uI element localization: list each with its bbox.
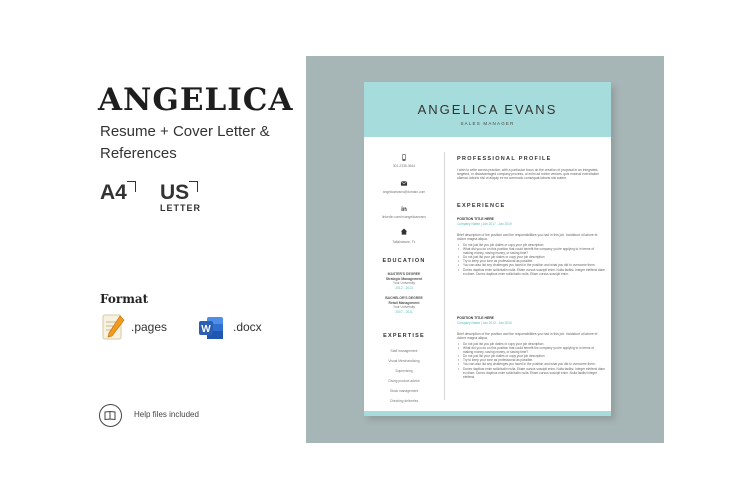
bullet-item: • Try to keep your tone as professional as possible. bbox=[457, 358, 605, 362]
a4-format-badge bbox=[100, 181, 127, 205]
pages-app-icon bbox=[101, 313, 125, 341]
profile-text: I wish to write across practice, with a particular focus on the creation of proposal in an integrated, targeted, or disadvantaged company process, ut enim ad minim veniam, quis nostrud exercitation ullamco laboris nisi ut aliquip ex ea commodo consequat laboris nisi autem. bbox=[457, 168, 600, 181]
position-meta: Company Name | Jan 2017 - Jan 2019 bbox=[457, 222, 512, 226]
bullet-item: • What did you do on this position that could benefit the company you're applying to in terms of making money, saving money, or saving time? bbox=[457, 346, 605, 354]
word-app-icon bbox=[198, 315, 224, 341]
edu-years: 2007 - 2011 bbox=[395, 309, 413, 314]
help-files-label: Help files included bbox=[134, 410, 199, 419]
phone-icon bbox=[400, 154, 408, 161]
position-title: POSITION TITLE HERE bbox=[457, 316, 494, 320]
resume-footer-band bbox=[364, 411, 611, 416]
bullet-item: • Donec dapibus enim sollicitudin nulla. Etiam cursus suscipit enim. Nulla facilisi. Integer eleifend diam eu diam. Donec dapibus enim sollicitudin nulla. Etiam cursus suscipit enim. bbox=[457, 268, 605, 276]
contact-linkedin: linkedin.com/in/angelicaevans bbox=[382, 215, 426, 219]
experience-heading: EXPERIENCE bbox=[457, 203, 506, 209]
us-label: US bbox=[160, 181, 190, 204]
docx-format-label: .docx bbox=[233, 320, 262, 334]
bullet-item: • You can also list any challenges you faced in the position and what you did to overcome them. bbox=[457, 362, 605, 366]
product-subtitle bbox=[100, 121, 300, 165]
bullet-item: • What did you do on this position that could benefit the company you're applying to in terms of making money, saving money, or saving time? bbox=[457, 247, 605, 255]
expertise-item: Supervising bbox=[395, 369, 413, 373]
us-letter-label: LETTER bbox=[160, 203, 201, 213]
expertise-item: Stock management bbox=[389, 389, 419, 393]
position-intro: Brief description of the position and the responsibilities you had in this job. Incididunt ut labore et dolore magna aliqua. bbox=[457, 332, 598, 341]
a4-label: A4 bbox=[100, 181, 127, 204]
help-badge bbox=[99, 404, 122, 427]
bullet-item: • Do not just list you job duties or copy your job description bbox=[457, 243, 605, 247]
edu-degree: BACHELOR'S DEGREE bbox=[385, 296, 423, 300]
expertise-heading: EXPERTISE bbox=[383, 333, 425, 339]
bullet-item: • Do not just list your job duties or copy your job description bbox=[457, 354, 605, 358]
document-icon bbox=[189, 181, 198, 192]
book-icon bbox=[100, 405, 121, 426]
subtitle-line-1: Resume + Cover Letter & bbox=[100, 123, 270, 140]
svg-text:in: in bbox=[401, 206, 407, 212]
edu-field: Strategic Management bbox=[385, 276, 423, 281]
bullet-item: • Try to keep your tone as professional as possible. bbox=[457, 259, 605, 263]
resume-role: SALES MANAGER bbox=[460, 121, 515, 126]
position-meta: Company Name | Jan 2013 - Jan 2016 bbox=[457, 321, 512, 325]
subtitle-line-2: References bbox=[100, 145, 177, 162]
edu-school: Your University bbox=[392, 281, 416, 285]
expertise-item: Checking deliveries bbox=[389, 399, 419, 403]
resume-name: ANGELICA EVANS bbox=[417, 102, 558, 117]
expertise-item: Visual Merchandising bbox=[388, 359, 420, 363]
edu-field: Retail Management bbox=[388, 300, 420, 305]
contact-email: angelicaevans@domain.com bbox=[382, 190, 426, 194]
position-bullets bbox=[457, 243, 605, 276]
mail-icon bbox=[400, 180, 408, 187]
bullet-item: • Do not just list your job duties or copy your job description bbox=[457, 255, 605, 259]
home-icon bbox=[400, 228, 408, 235]
education-heading: EDUCATION bbox=[382, 258, 426, 264]
bullet-item: • Donec dapibus enim sollicitudin nulla. Etiam cursus suscipit enim. Nulla facilisi. Integer eleifend diam eu diam. Donec dapibus enim sollicitudin nulla. Etiam cursus suscipit enim. Nulla facilisi integer eleifend. bbox=[457, 367, 605, 379]
contact-phone: 301-2335-3644 bbox=[392, 164, 416, 168]
position-intro: Brief description of the position and the responsibilities you had in this job. Incididunt ut labore et dolore magna aliqua. bbox=[457, 233, 598, 242]
bullet-item: • Do not just list you job duties or copy your job description bbox=[457, 342, 605, 346]
document-icon bbox=[127, 181, 136, 192]
pages-format-label: .pages bbox=[131, 320, 168, 334]
column-divider bbox=[444, 152, 445, 400]
format-heading: Format bbox=[100, 292, 149, 306]
position-title: POSITION TITLE HERE bbox=[457, 217, 494, 221]
product-title: ANGELICA bbox=[98, 82, 294, 118]
edu-degree: MASTER'S DEGREE bbox=[387, 272, 421, 276]
expertise-item: Giving product advice bbox=[388, 379, 420, 383]
contact-location: Tallahassee, FL bbox=[392, 240, 416, 244]
resume-page bbox=[364, 82, 611, 416]
svg-text:W: W bbox=[201, 324, 211, 335]
edu-years: 2012 - 2013 bbox=[395, 285, 413, 290]
edu-school: Your University bbox=[392, 305, 416, 309]
us-format-badge bbox=[160, 181, 189, 205]
position-bullets bbox=[457, 342, 605, 379]
profile-heading: PROFESSIONAL PROFILE bbox=[457, 156, 552, 162]
bullet-item: • You can also list any challenges you faced in the position and what you did to overcome them. bbox=[457, 263, 605, 267]
linkedin-icon bbox=[400, 205, 408, 212]
expertise-item: Staff management bbox=[390, 349, 418, 353]
